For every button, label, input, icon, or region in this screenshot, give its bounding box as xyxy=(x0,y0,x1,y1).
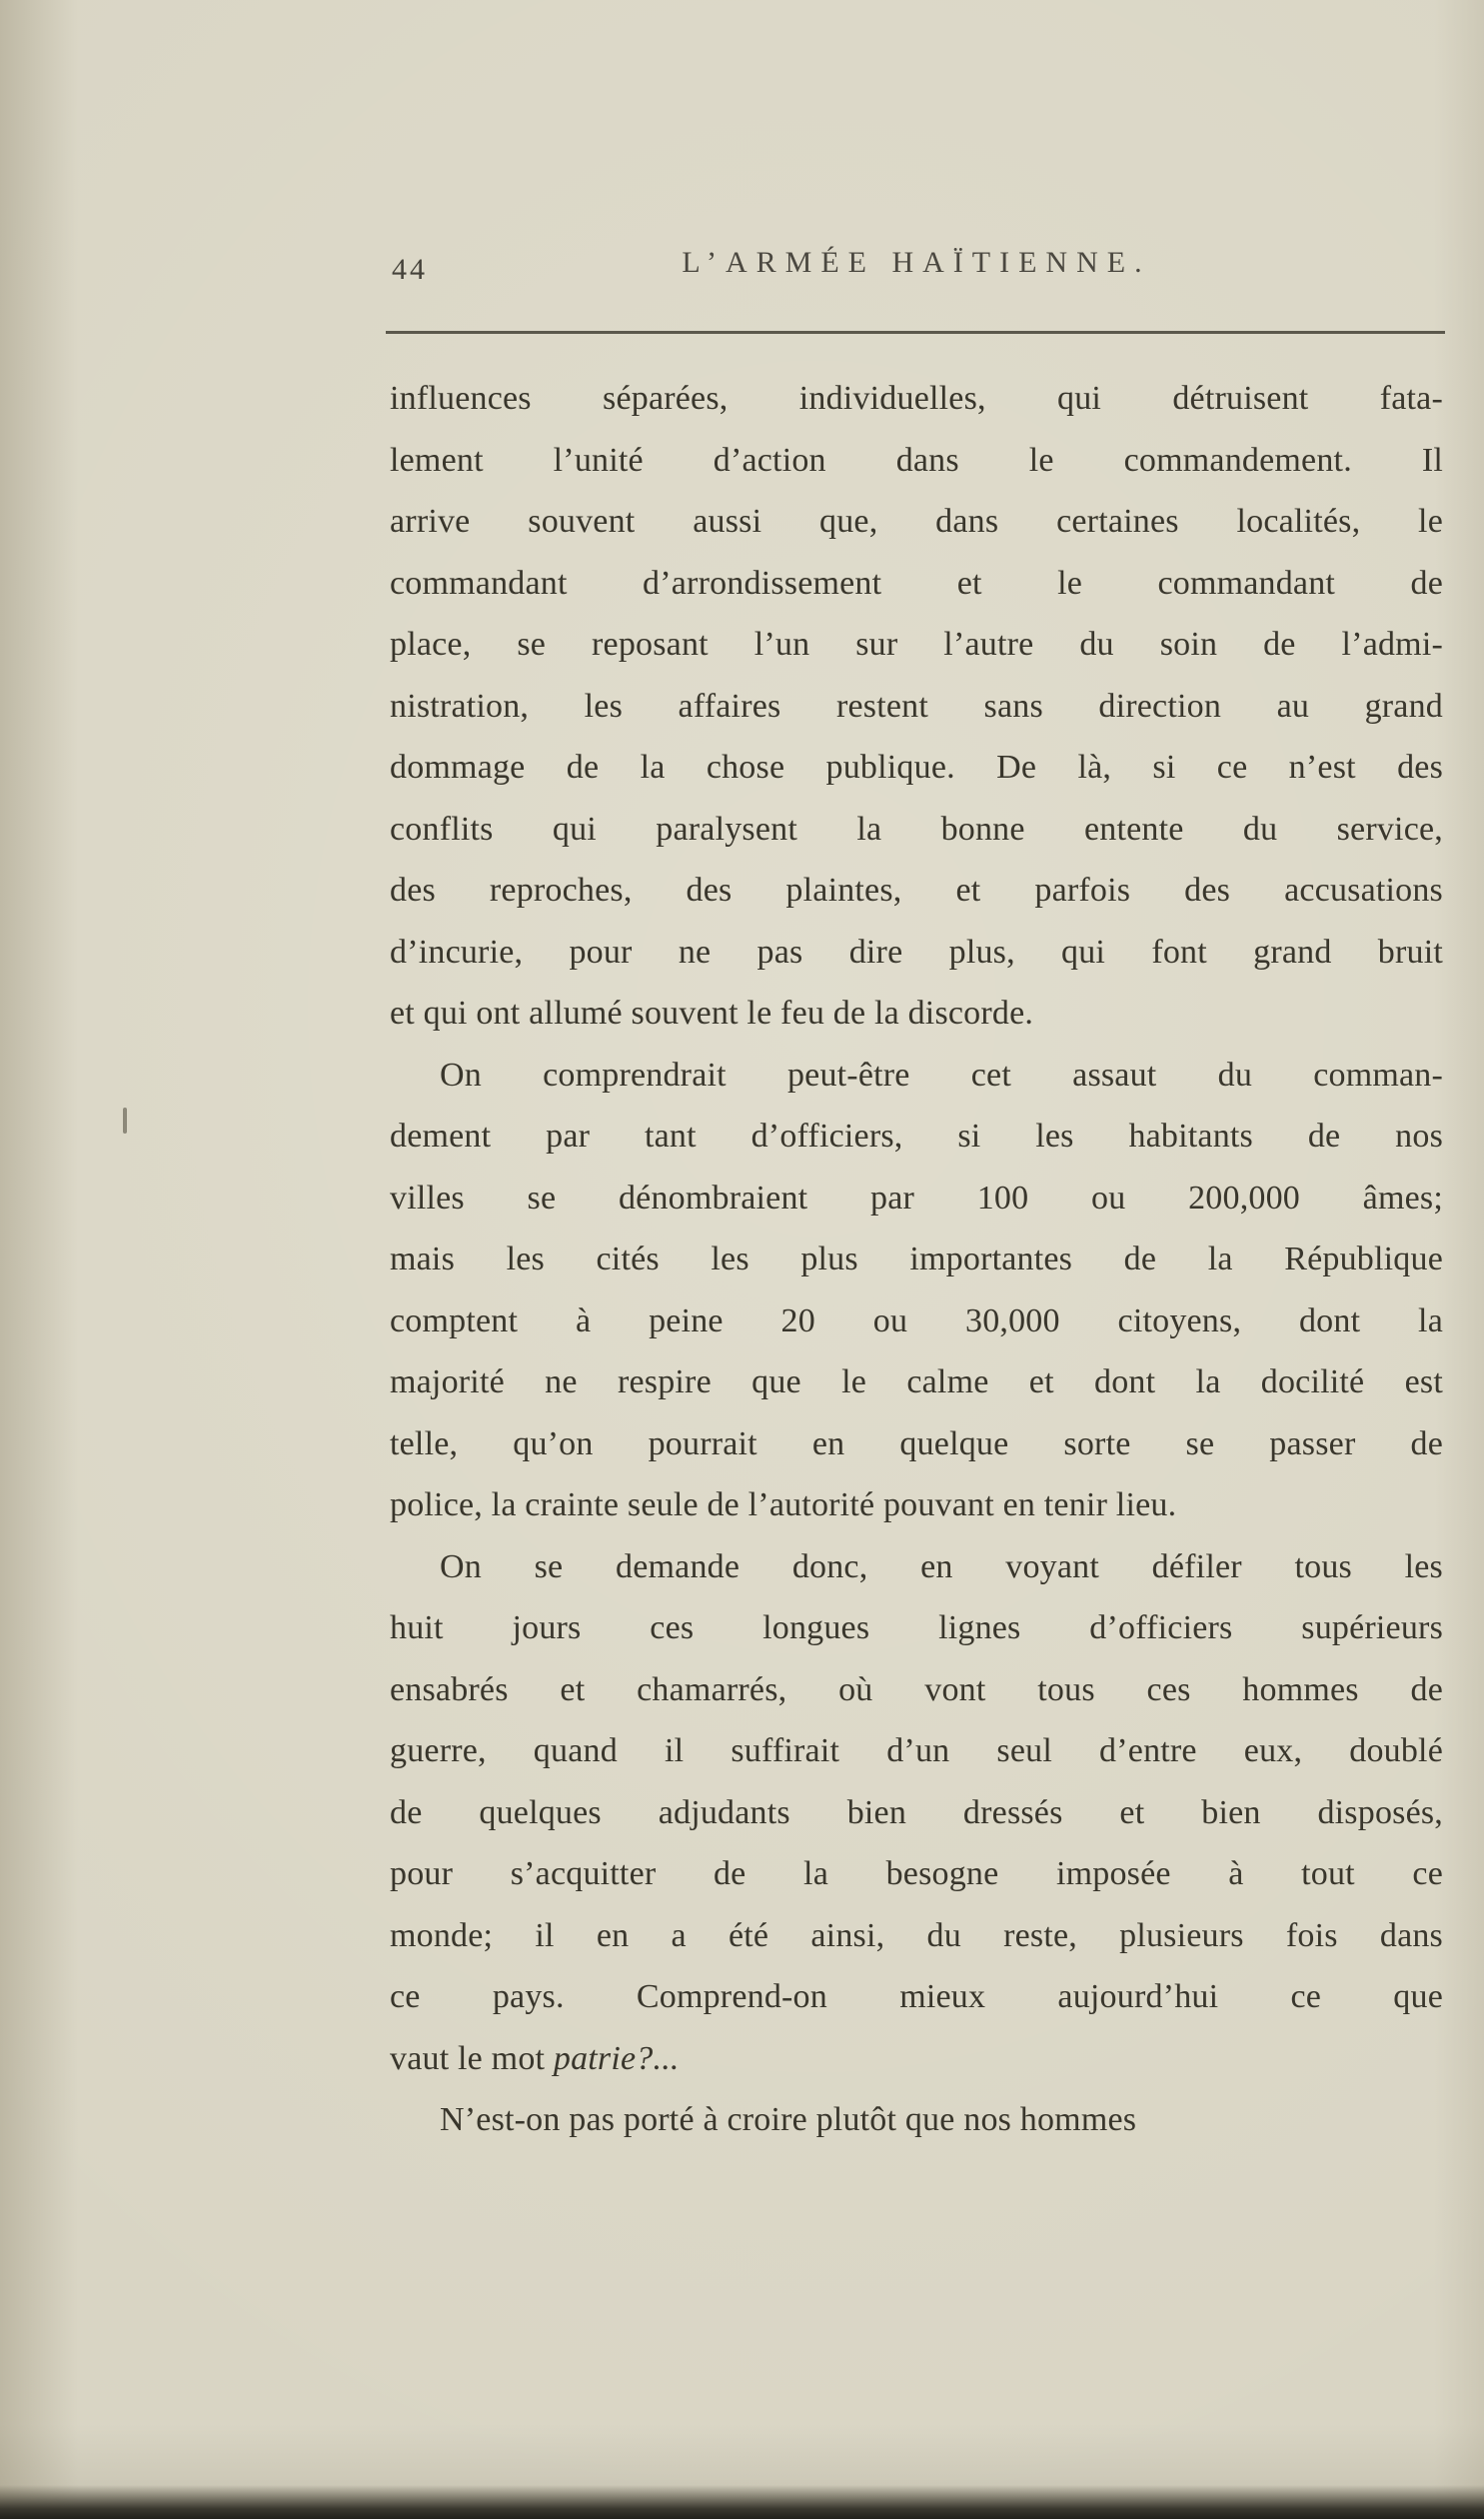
page-bottom-edge xyxy=(0,2485,1484,2519)
text-line: mais les cités les plus importantes de la République xyxy=(390,1241,1443,1277)
text-line: On se demande donc, en voyant défiler tous les xyxy=(440,1547,1443,1585)
text-line: huit jours ces longues lignes d’officiers supérieurs xyxy=(390,1609,1443,1646)
text-line: ce pays. Comprend-on mieux aujourd’hui ce que xyxy=(390,1978,1443,2015)
text-line: d’incurie, pour ne pas dire plus, qui font grand bruit xyxy=(390,933,1443,971)
text-line: ensabrés et chamarrés, où vont tous ces hommes de xyxy=(390,1670,1443,1708)
text-line: lement l’unité d’action dans le commandement. Il xyxy=(390,441,1443,479)
text-line: place, se reposant l’un sur l’autre du soin de l’admi- xyxy=(390,626,1443,663)
body-text xyxy=(390,368,1443,2151)
text-line: arrive souvent aussi que, dans certaines localités, le xyxy=(390,503,1443,540)
text-line: des reproches, des plaintes, et parfois des accusations xyxy=(390,872,1443,909)
text-line: de quelques adjudants bien dressés et bien disposés, xyxy=(390,1793,1443,1831)
paragraph xyxy=(390,1045,1443,1536)
text-line: N’est-on pas porté à croire plutôt que nos hommes xyxy=(440,2101,1137,2138)
text-line xyxy=(390,2028,1443,2090)
scan-artifact xyxy=(123,1108,127,1134)
text-line: conflits qui paralysent la bonne entente du service, xyxy=(390,810,1443,848)
text-line: dommage de la chose publique. De là, si ce n’est des xyxy=(390,749,1443,786)
text-run: vaut le mot xyxy=(390,2039,554,2077)
text-line: On comprendrait peut-être cet assaut du comman- xyxy=(440,1056,1443,1094)
text-line: commandant d’arrondissement et le commandant de xyxy=(390,564,1443,602)
text-line: dement par tant d’officiers, si les habitants de nos xyxy=(390,1118,1443,1155)
text-line: monde; il en a été ainsi, du reste, plusieurs fois dans xyxy=(390,1916,1443,1954)
text-line: et qui ont allumé souvent le feu de la discorde. xyxy=(390,995,1034,1032)
text-line: villes se dénombraient par 100 ou 200,000 âmes; xyxy=(390,1179,1443,1217)
emphasized-word: patrie?... xyxy=(553,2039,680,2077)
text-line: guerre, quand il suffirait d’un seul d’entre eux, doublé xyxy=(390,1732,1443,1769)
paragraph xyxy=(390,2089,1443,2151)
page-header xyxy=(390,246,1443,292)
text-line: police, la crainte seule de l’autorité pouvant en tenir lieu. xyxy=(390,1486,1177,1523)
text-line: telle, qu’on pourrait en quelque sorte se passer de xyxy=(390,1424,1443,1462)
header-rule xyxy=(386,331,1445,334)
page-number: 44 xyxy=(392,253,428,286)
text-line: influences séparées, individuelles, qui détruisent fata- xyxy=(390,380,1443,417)
text-line: nistration, les affaires restent sans direction au grand xyxy=(390,687,1443,725)
paragraph xyxy=(390,368,1443,1045)
running-title: L’ARMÉE HAÏTIENNE. xyxy=(682,246,1151,279)
paragraph xyxy=(390,1536,1443,2090)
text-line: majorité ne respire que le calme et dont la docilité est xyxy=(390,1363,1443,1400)
text-line: pour s’acquitter de la besogne imposée à tout ce xyxy=(390,1855,1443,1892)
text-line: comptent à peine 20 ou 30,000 citoyens, dont la xyxy=(390,1301,1443,1339)
